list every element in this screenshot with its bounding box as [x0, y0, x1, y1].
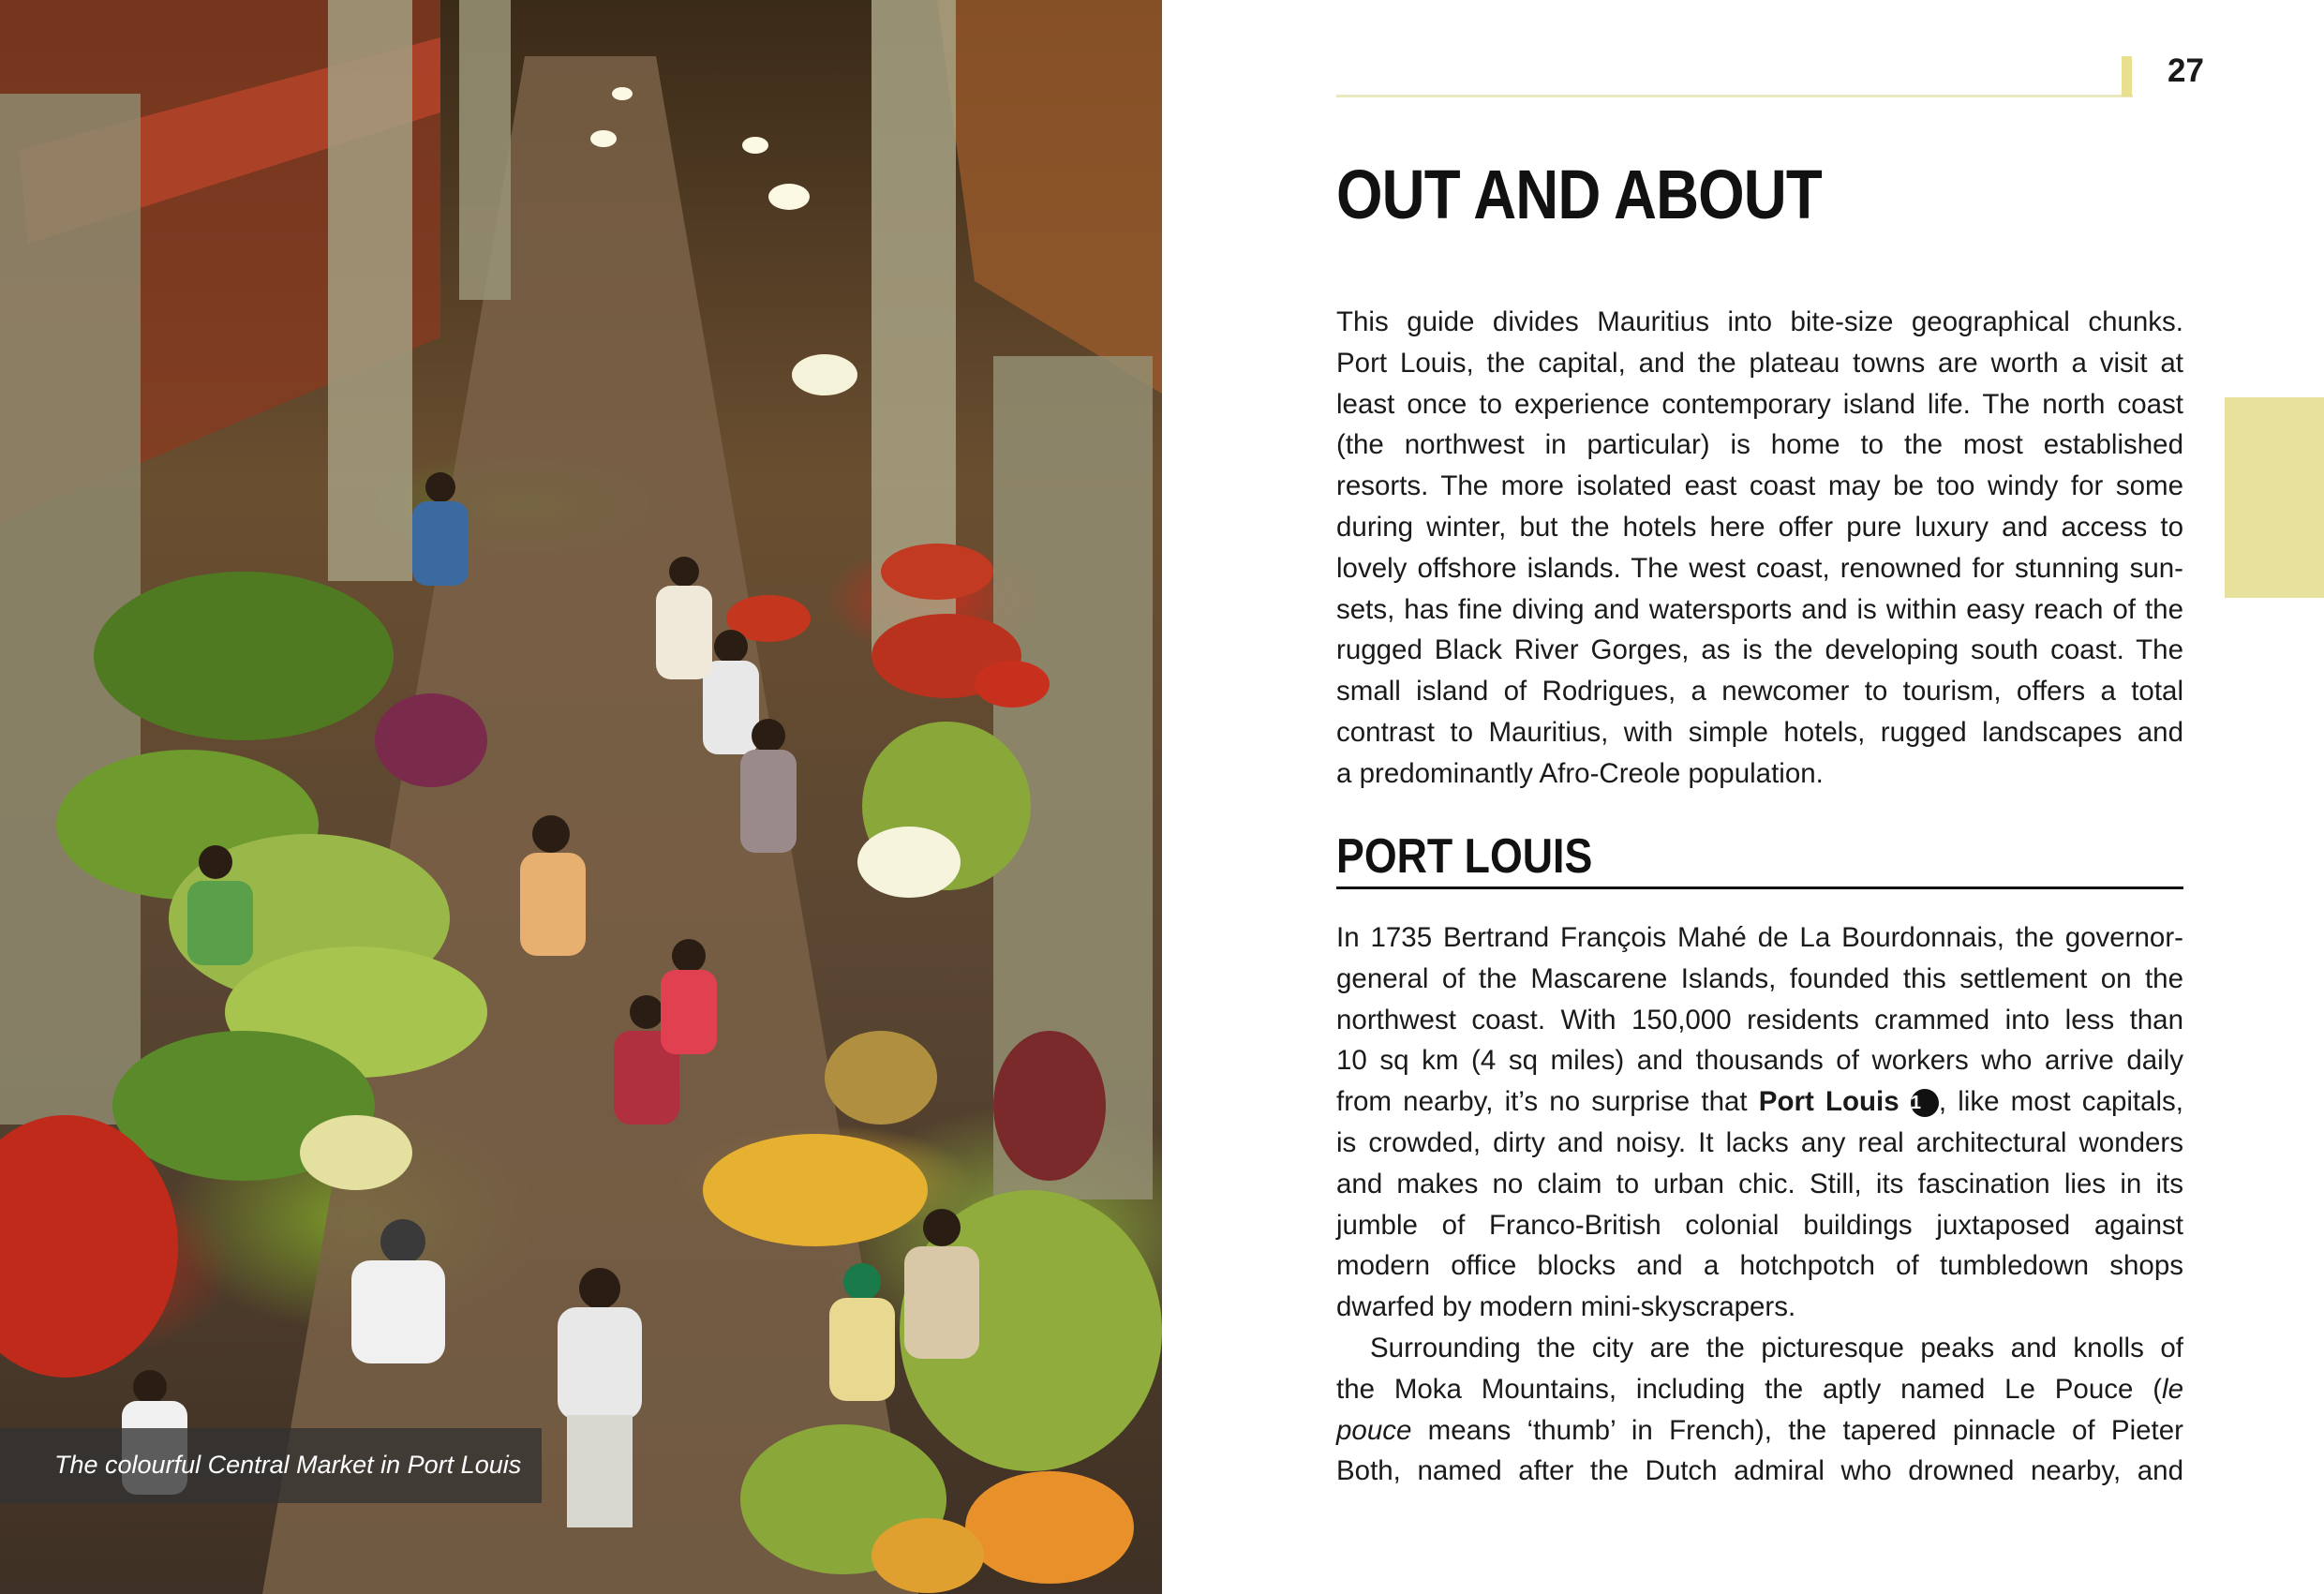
page-number: 27 [2168, 52, 2204, 89]
text-line: modern office blocks and a hotchpotch of tumbledown shops [1336, 1250, 2183, 1282]
page-marker [2122, 56, 2132, 97]
text-line: (the northwest in particular) is home to the most established [1336, 429, 2183, 461]
text-line: rugged Black River Gorges, as is the developing south coast. The [1336, 634, 2183, 666]
text-line: Both, named after the Dutch admiral who drowned nearby, and [1336, 1455, 2183, 1487]
text-line: contrast to Mauritius, with simple hotels, rugged landscapes and [1336, 716, 2183, 748]
text-line: jumble of Franco-British colonial buildings juxtaposed against [1336, 1209, 2183, 1241]
text-line: dwarfed by modern mini-skyscrapers. [1336, 1291, 1796, 1323]
intro-paragraph [1336, 302, 2183, 795]
place-name: Port Louis [1758, 1086, 1899, 1118]
port-louis-paragraph [1336, 917, 2183, 1492]
section-tab [2225, 397, 2324, 598]
header-rule [1336, 95, 2133, 97]
photo-caption: The colourful Central Market in Port Louis [54, 1451, 522, 1479]
text-line: In 1735 Bertrand François Mahé de La Bourdonnais, the governor- [1336, 922, 2183, 953]
text-line: and makes no claim to urban chic. Still, its fascination lies in its [1336, 1168, 2183, 1199]
inline-text: , like most capitals, [1938, 1086, 2184, 1118]
inline-text: from nearby, it’s no surprise that [1336, 1086, 1759, 1118]
text-line [1336, 1410, 2183, 1452]
text-line: resorts. The more isolated east coast may be too windy for some [1336, 470, 2183, 502]
inline-text: the Moka Mountains, including the aptly named Le Pouce ( [1336, 1373, 2163, 1405]
map-reference-badge: 1 [1911, 1089, 1939, 1117]
chapter-heading: OUT AND ABOUT [1336, 156, 1822, 233]
inline-text: means ‘thumb’ in French), the tapered pinnacle of Pieter [1411, 1414, 2183, 1446]
text-line: is crowded, dirty and noisy. It lacks any real architectural wonders [1336, 1126, 2183, 1158]
text-line: Port Louis, the capital, and the plateau towns are worth a visit at [1336, 347, 2183, 379]
text-line: lovely offshore islands. The west coast, renowned for stunning sun- [1336, 552, 2183, 584]
text-line: This guide divides Mauritius into bite-size geographical chunks. [1336, 306, 2183, 337]
text-line: a predominantly Afro-Creole population. [1336, 757, 1824, 789]
text-line: Surrounding the city are the picturesque peaks and knolls of [1370, 1332, 2183, 1363]
text-line-with-reference [1336, 1081, 2183, 1123]
text-line: northwest coast. With 150,000 residents crammed into less than [1336, 1004, 2183, 1035]
text-line: least once to experience contemporary island life. The north coast [1336, 388, 2183, 420]
text-line: during winter, but the hotels here offer pure luxury and access to [1336, 511, 2183, 543]
text-line [1336, 1369, 2183, 1410]
italic-text: pouce [1336, 1414, 1412, 1446]
section-rule [1336, 886, 2183, 889]
italic-text: le [2162, 1373, 2183, 1405]
section-heading: PORT LOUIS [1336, 829, 1593, 884]
text-line: 10 sq km (4 sq miles) and thousands of workers who arrive daily [1336, 1045, 2183, 1077]
text-line: small island of Rodrigues, a newcomer to tourism, offers a total [1336, 676, 2183, 708]
text-line: general of the Mascarene Islands, founded this settlement on the [1336, 962, 2183, 994]
text-line: sets, has fine diving and watersports and is within easy reach of the [1336, 593, 2183, 625]
